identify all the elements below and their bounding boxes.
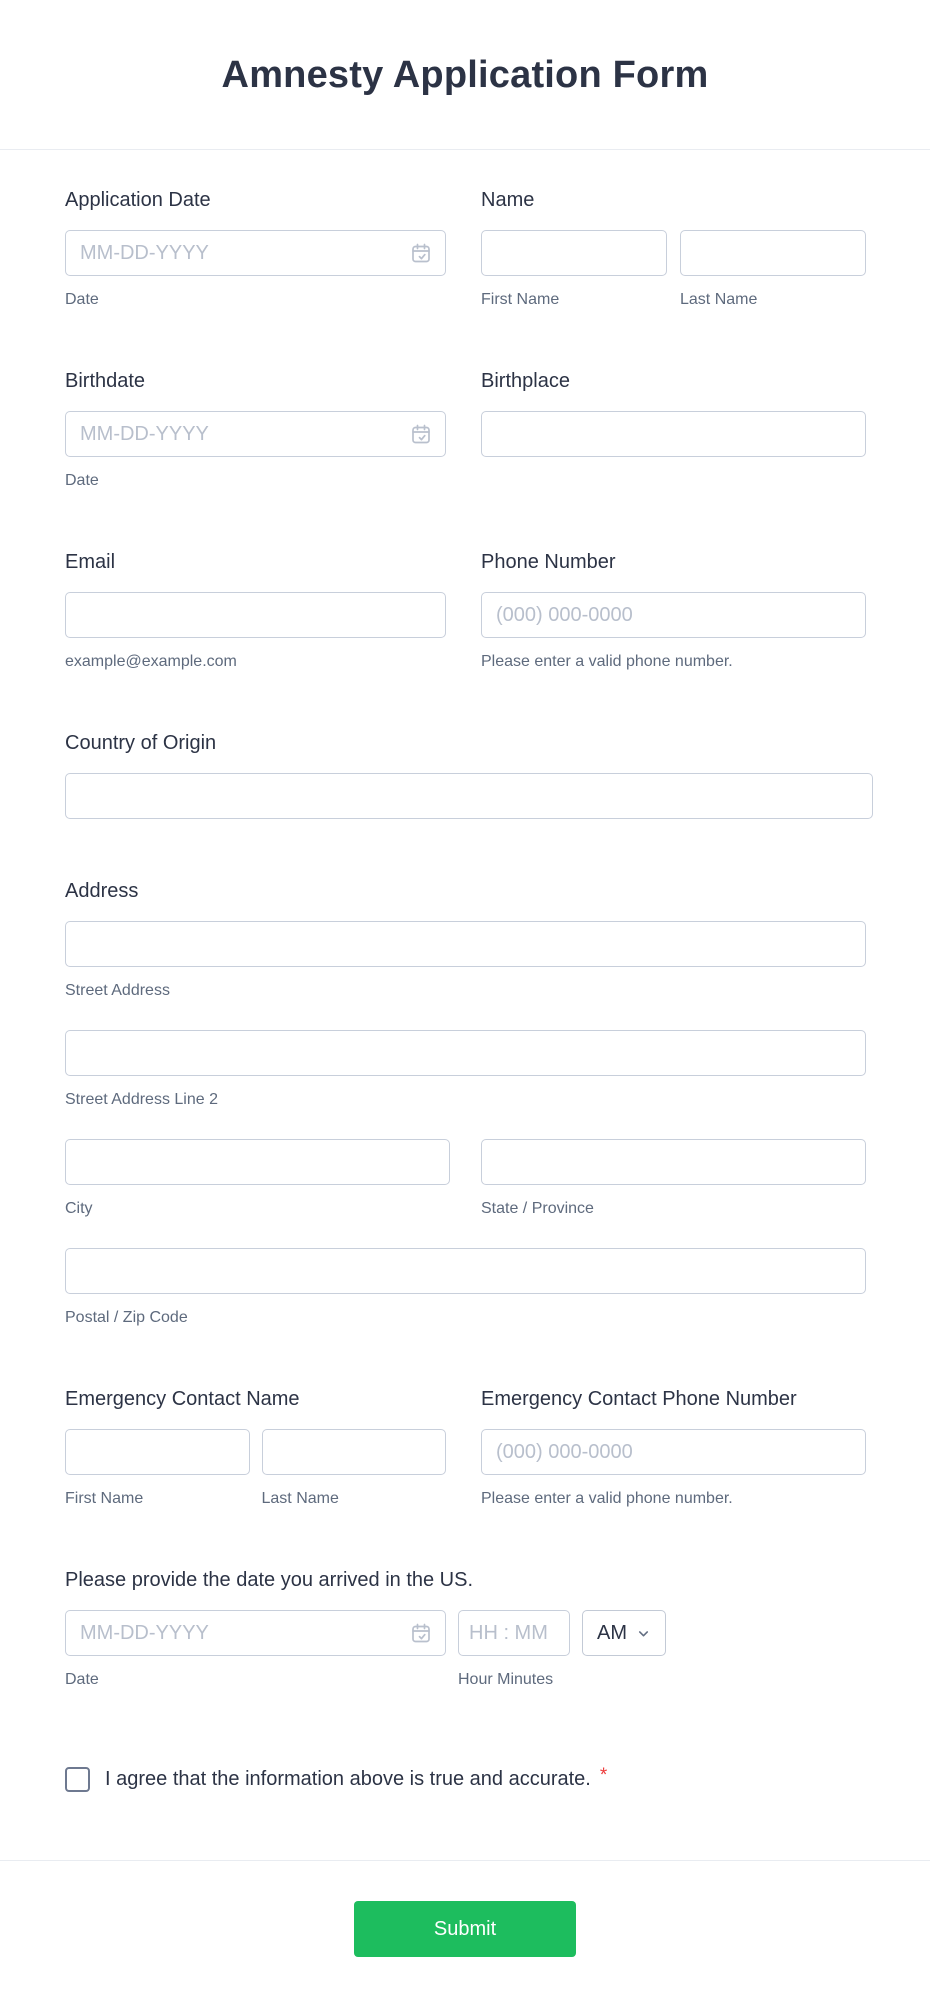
arrival-time-input[interactable] [458,1610,570,1656]
state-province-input[interactable] [481,1139,866,1185]
emergency-last-name-input[interactable] [262,1429,447,1475]
emergency-first-name-sublabel: First Name [65,1490,144,1507]
field-name [481,188,866,309]
city-sublabel: City [65,1200,93,1217]
field-application-date [65,188,446,309]
last-name-input[interactable] [680,230,866,276]
field-emergency-contact-name [65,1387,446,1508]
field-phone [481,550,866,671]
field-email [65,550,446,671]
calendar-icon[interactable] [408,1620,434,1646]
street-address-line2-sublabel: Street Address Line 2 [65,1091,218,1108]
required-asterisk: * [599,1764,608,1786]
state-province-sublabel: State / Province [481,1200,594,1217]
arrival-date-input[interactable] [65,1610,446,1656]
country-label: Country of Origin [65,732,217,754]
birthplace-input[interactable] [481,411,866,457]
emergency-phone-input[interactable] [481,1429,866,1475]
agreement-checkbox[interactable] [65,1767,90,1792]
name-label: Name [481,189,535,211]
chevron-down-icon [636,1626,651,1641]
field-address [65,879,866,1327]
arrival-date-sublabel: Date [65,1671,99,1688]
agreement-label: I agree that the information above is true and accurate. [105,1768,591,1790]
birthplace-label: Birthplace [481,370,570,392]
field-birthplace [481,369,866,490]
last-name-sublabel: Last Name [680,291,758,308]
first-name-input[interactable] [481,230,667,276]
calendar-icon[interactable] [408,421,434,447]
ampm-selected-value: AM [597,1621,627,1644]
emergency-last-name-sublabel: Last Name [261,1490,339,1507]
ampm-select[interactable] [582,1610,666,1656]
first-name-sublabel: First Name [481,291,560,308]
emergency-first-name-input[interactable] [65,1429,250,1475]
country-input[interactable] [65,773,873,819]
phone-input[interactable] [481,592,866,638]
street-address-sublabel: Street Address [65,982,170,999]
city-input[interactable] [65,1139,450,1185]
application-date-sublabel: Date [65,291,99,308]
form-footer [0,1860,930,2010]
email-label: Email [65,551,116,573]
street-address-input[interactable] [65,921,866,967]
submit-button[interactable]: Submit [354,1901,576,1957]
postal-zip-sublabel: Postal / Zip Code [65,1309,188,1326]
form-body [0,150,930,1860]
application-date-label: Application Date [65,189,211,211]
phone-sublabel: Please enter a valid phone number. [481,653,733,670]
field-country-of-origin [65,731,866,819]
arrival-time-sublabel: Hour Minutes [458,1671,554,1688]
field-birthdate [65,369,446,490]
emergency-phone-label: Emergency Contact Phone Number [481,1388,797,1410]
field-arrival-datetime [65,1568,866,1689]
email-input[interactable] [65,592,446,638]
field-agreement [65,1764,866,1792]
address-label: Address [65,880,139,902]
calendar-icon[interactable] [408,240,434,266]
birthdate-input[interactable] [65,411,446,457]
emergency-phone-sublabel: Please enter a valid phone number. [481,1490,733,1507]
application-date-input[interactable] [65,230,446,276]
phone-label: Phone Number [481,551,616,573]
birthdate-label: Birthdate [65,370,146,392]
street-address-line2-input[interactable] [65,1030,866,1076]
postal-zip-input[interactable] [65,1248,866,1294]
page-title: Amnesty Application Form [221,54,709,96]
email-sublabel: example@example.com [65,653,237,670]
birthdate-sublabel: Date [65,472,99,489]
field-emergency-contact-phone [481,1387,866,1508]
emergency-name-label: Emergency Contact Name [65,1388,300,1410]
arrival-label: Please provide the date you arrived in the US. [65,1569,474,1591]
form-header [0,0,930,150]
